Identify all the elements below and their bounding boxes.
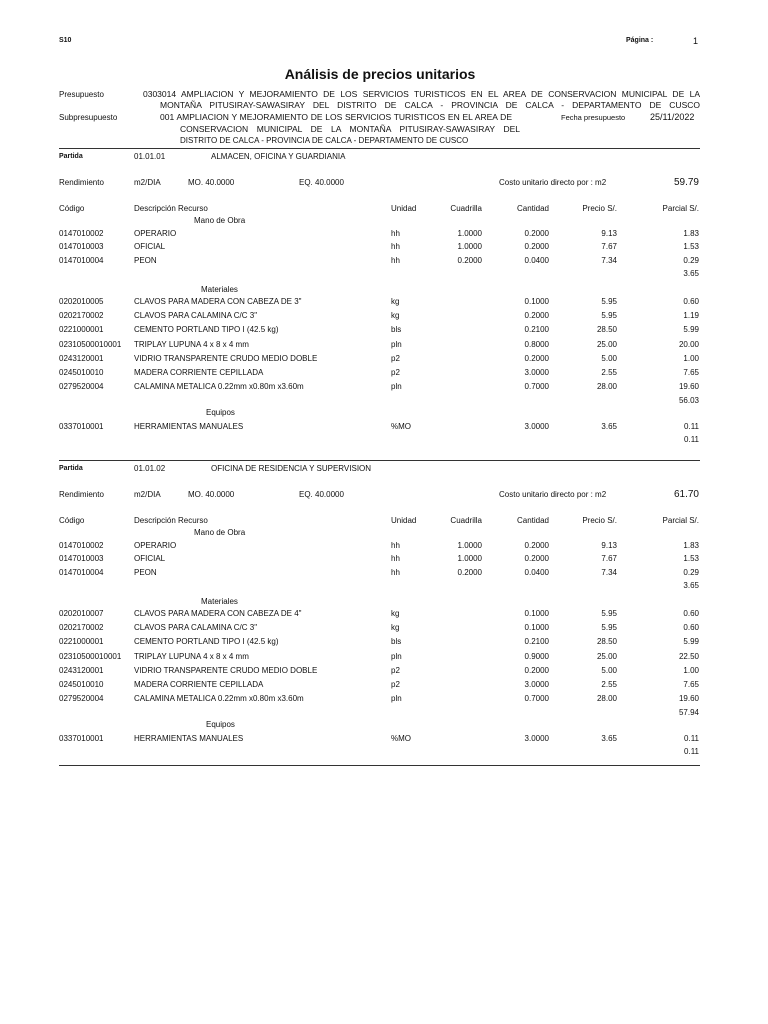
cell-precio: 28.50: [596, 325, 617, 335]
cell-descripcion: CALAMINA METALICA 0.22mm x0.80m x3.60m: [134, 382, 304, 392]
cell-cantidad: 0.2100: [524, 637, 549, 647]
page-label: Página :: [626, 37, 654, 44]
cell-precio: 3.65: [601, 734, 617, 743]
cell-unidad: hh: [391, 242, 400, 252]
cell-cantidad: 0.2000: [524, 541, 549, 550]
fecha-label: Fecha presupuesto: [561, 113, 626, 122]
cell-cantidad: 0.2000: [524, 242, 549, 252]
cell-codigo: 0243120001: [59, 353, 104, 363]
cell-cuadrilla: 1.0000: [457, 541, 482, 550]
cell-codigo: 0147010004: [59, 567, 104, 577]
cell-precio: 5.95: [601, 623, 617, 633]
cell-unidad: hh: [391, 229, 400, 238]
cell-precio: 9.13: [601, 541, 617, 550]
table-row: [0, 297, 768, 309]
cell-parcial: 0.60: [683, 623, 699, 633]
cell-cantidad: 0.2000: [524, 665, 549, 675]
category-materiales: Materiales: [201, 597, 238, 606]
cell-descripcion: CLAVOS PARA CALAMINA C/C 3": [134, 311, 258, 321]
cell-precio: 25.00: [596, 651, 617, 661]
table-row: [0, 666, 768, 678]
cell-codigo: 0279520004: [59, 694, 104, 704]
cell-descripcion: TRIPLAY LUPUNA 4 x 8 x 4 mm: [134, 651, 249, 661]
partida-top-rule: [59, 148, 700, 149]
cell-parcial: 1.83: [683, 541, 699, 550]
cell-parcial: 7.65: [683, 368, 699, 377]
cell-cuadrilla: 1.0000: [457, 554, 482, 564]
costo-unitario-value: 61.70: [673, 489, 699, 500]
cell-parcial: 0.60: [683, 609, 699, 618]
presupuesto-label: Presupuesto: [59, 90, 104, 99]
cell-descripcion: OFICIAL: [134, 554, 166, 564]
subpresupuesto-line-1: 001 AMPLIACION Y MEJORAMIENTO DE LOS SERVICIOS TURISTICOS EN EL AREA DE: [160, 112, 512, 122]
cell-descripcion: VIDRIO TRANSPARENTE CRUDO MEDIO DOBLE: [134, 665, 318, 675]
cell-descripcion: MADERA CORRIENTE CEPILLADA: [134, 680, 264, 689]
page-bottom-rule: [59, 765, 700, 766]
cell-cantidad: 0.2000: [524, 311, 549, 321]
rendimiento-eq: EQ. 40.0000: [299, 178, 344, 187]
cell-precio: 28.00: [596, 382, 617, 392]
cell-precio: 28.50: [596, 637, 617, 647]
page-number: 1: [693, 36, 699, 46]
cell-codigo: 0147010002: [59, 541, 104, 550]
cell-descripcion: PEON: [134, 567, 157, 577]
subtotal-equipos: 0.11: [684, 747, 699, 756]
costo-unitario-value: 59.79: [673, 177, 699, 188]
cell-precio: 3.65: [601, 422, 617, 431]
col-header-parcial: Parcial S/.: [662, 204, 699, 213]
cell-codigo: 0202010007: [59, 609, 104, 618]
cell-precio: 5.00: [601, 665, 617, 675]
table-row: [0, 554, 768, 566]
cell-parcial: 5.99: [683, 325, 699, 335]
col-header-cuadrilla: Cuadrilla: [450, 516, 482, 525]
cell-parcial: 0.60: [683, 297, 699, 306]
category-mano-de-obra: Mano de Obra: [194, 216, 246, 225]
table-row: [0, 568, 768, 580]
subpresupuesto-label: Subpresupuesto: [59, 113, 118, 122]
cell-parcial: 1.00: [683, 665, 699, 675]
fecha-value: 25/11/2022: [650, 112, 695, 122]
cell-unidad: p2: [391, 368, 400, 377]
cell-unidad: kg: [391, 311, 400, 321]
cell-precio: 7.34: [601, 567, 617, 577]
cell-parcial: 1.19: [683, 311, 699, 321]
subtotal-mano-de-obra: 3.65: [683, 581, 699, 591]
cell-parcial: 0.11: [684, 422, 699, 431]
table-row: [0, 609, 768, 621]
cell-codigo: 0245010010: [59, 680, 104, 689]
cell-unidad: hh: [391, 541, 400, 550]
cell-cuadrilla: 1.0000: [457, 229, 482, 238]
subtotal-mano-de-obra: 3.65: [683, 269, 699, 279]
cell-descripcion: HERRAMIENTAS MANUALES: [134, 734, 244, 743]
page-title: Análisis de precios unitarios: [284, 66, 476, 82]
cell-precio: 9.13: [601, 229, 617, 238]
cell-precio: 28.00: [596, 694, 617, 704]
col-header-precio: Precio S/.: [582, 516, 617, 525]
cell-descripcion: CLAVOS PARA MADERA CON CABEZA DE 4": [134, 609, 302, 618]
cell-unidad: p2: [391, 353, 400, 363]
table-row: [0, 637, 768, 649]
cell-codigo: 0221000001: [59, 325, 104, 335]
rendimiento-eq: EQ. 40.0000: [299, 490, 344, 499]
cell-cantidad: 0.0400: [524, 255, 549, 265]
cell-cuadrilla: 0.2000: [457, 567, 482, 577]
cell-cantidad: 3.0000: [524, 422, 549, 431]
cell-precio: 5.95: [601, 311, 617, 321]
col-header-codigo: Código: [59, 516, 85, 525]
partida-name: OFICINA DE RESIDENCIA Y SUPERVISION: [211, 464, 372, 473]
cell-parcial: 5.99: [683, 637, 699, 647]
col-header-cuadrilla: Cuadrilla: [450, 204, 482, 213]
cell-descripcion: CALAMINA METALICA 0.22mm x0.80m x3.60m: [134, 694, 304, 704]
cell-precio: 7.67: [601, 242, 617, 252]
cell-codigo: 0202170002: [59, 311, 104, 321]
cell-codigo: 0337010001: [59, 734, 104, 743]
cell-codigo: 0279520004: [59, 382, 104, 392]
cell-codigo: 0337010001: [59, 422, 104, 431]
subtotal-equipos: 0.11: [684, 435, 699, 444]
rendimiento-mo: MO. 40.0000: [188, 178, 235, 187]
cell-descripcion: PEON: [134, 255, 157, 265]
table-row: [0, 340, 768, 352]
cell-unidad: pln: [391, 339, 402, 349]
cell-unidad: bls: [391, 325, 402, 335]
rendimiento-mo: MO. 40.0000: [188, 490, 235, 499]
cell-parcial: 19.60: [678, 382, 699, 392]
cell-descripcion: CEMENTO PORTLAND TIPO I (42.5 kg): [134, 325, 279, 335]
report-code: S10: [59, 37, 72, 44]
cell-cantidad: 0.7000: [524, 694, 549, 704]
cell-precio: 2.55: [601, 680, 617, 689]
table-row: [0, 680, 768, 692]
cell-unidad: kg: [391, 623, 400, 633]
cell-cantidad: 0.1000: [524, 609, 549, 618]
cell-parcial: 19.60: [678, 694, 699, 704]
cell-cantidad: 3.0000: [524, 368, 549, 377]
category-mano-de-obra: Mano de Obra: [194, 528, 246, 537]
cell-parcial: 1.00: [683, 353, 699, 363]
col-header-parcial: Parcial S/.: [662, 516, 699, 525]
cell-descripcion: VIDRIO TRANSPARENTE CRUDO MEDIO DOBLE: [134, 353, 318, 363]
cell-unidad: pln: [391, 651, 402, 661]
table-row: [0, 354, 768, 366]
cell-cantidad: 0.2000: [524, 554, 549, 564]
cell-unidad: p2: [391, 680, 400, 689]
cell-cantidad: 3.0000: [524, 680, 549, 689]
cell-descripcion: CLAVOS PARA CALAMINA C/C 3": [134, 623, 258, 633]
table-row: [0, 229, 768, 241]
rendimiento-unit: m2/DIA: [134, 490, 161, 499]
cell-descripcion: HERRAMIENTAS MANUALES: [134, 422, 244, 431]
rendimiento-unit: m2/DIA: [134, 178, 161, 187]
rendimiento-label: Rendimiento: [59, 490, 104, 499]
col-header-cantidad: Cantidad: [516, 516, 549, 525]
partida-code: 01.01.01: [134, 152, 166, 161]
cell-descripcion: CEMENTO PORTLAND TIPO I (42.5 kg): [134, 637, 279, 647]
cell-parcial: 0.29: [683, 255, 699, 265]
cell-precio: 2.55: [601, 368, 617, 377]
table-row: [0, 382, 768, 394]
costo-unitario-label: Costo unitario directo por : m2: [499, 178, 607, 187]
subpresupuesto-line-2: CONSERVACION MUNICIPAL DE LA MONTAÑA PITUSIRAY-SAWASIRAY DEL: [180, 124, 520, 134]
cell-cantidad: 0.2000: [524, 353, 549, 363]
category-equipos: Equipos: [206, 408, 235, 417]
subpresupuesto-line-3: DISTRITO DE CALCA - PROVINCIA DE CALCA - DEPARTAMENTO DE CUSCO: [180, 136, 469, 145]
cell-unidad: hh: [391, 554, 400, 564]
cell-codigo: 0243120001: [59, 665, 104, 675]
cell-codigo: 0147010002: [59, 229, 104, 238]
cell-descripcion: CLAVOS PARA MADERA CON CABEZA DE 3": [134, 297, 302, 306]
cell-parcial: 1.83: [683, 229, 699, 238]
cell-cantidad: 0.2000: [524, 229, 549, 238]
cell-cantidad: 0.8000: [524, 339, 549, 349]
cell-codigo: 02310500010001: [59, 339, 122, 349]
partida-top-rule: [59, 460, 700, 461]
table-row: [0, 311, 768, 323]
cell-descripcion: MADERA CORRIENTE CEPILLADA: [134, 368, 264, 377]
cell-codigo: 0147010004: [59, 255, 104, 265]
cell-parcial: 0.29: [683, 567, 699, 577]
cell-cantidad: 0.7000: [524, 382, 549, 392]
cell-parcial: 7.65: [683, 680, 699, 689]
cell-unidad: pln: [391, 694, 402, 704]
col-header-codigo: Código: [59, 204, 85, 213]
col-header-cantidad: Cantidad: [516, 204, 549, 213]
partida-label: Partida: [59, 465, 83, 472]
cell-codigo: 0147010003: [59, 554, 104, 564]
table-row: [0, 623, 768, 635]
table-row: [0, 541, 768, 553]
cell-descripcion: TRIPLAY LUPUNA 4 x 8 x 4 mm: [134, 339, 249, 349]
table-row: [0, 734, 768, 746]
cell-cuadrilla: 1.0000: [457, 242, 482, 252]
cell-unidad: kg: [391, 609, 400, 618]
cell-unidad: bls: [391, 637, 402, 647]
table-row: [0, 368, 768, 380]
table-row: [0, 256, 768, 268]
cell-unidad: hh: [391, 255, 400, 265]
rendimiento-label: Rendimiento: [59, 178, 104, 187]
partida-label: Partida: [59, 153, 83, 160]
cell-codigo: 0221000001: [59, 637, 104, 647]
costo-unitario-label: Costo unitario directo por : m2: [499, 490, 607, 499]
cell-codigo: 02310500010001: [59, 651, 122, 661]
cell-cantidad: 0.2100: [524, 325, 549, 335]
col-header-descripcion: Descripción Recurso: [134, 516, 208, 525]
subtotal-materiales: 56.03: [678, 395, 699, 405]
partida-name: ALMACEN, OFICINA Y GUARDIANIA: [211, 152, 346, 161]
cell-cantidad: 0.1000: [524, 623, 549, 633]
table-row: [0, 652, 768, 664]
cell-parcial: 20.00: [678, 339, 699, 349]
cell-parcial: 1.53: [683, 242, 699, 252]
cell-codigo: 0245010010: [59, 368, 104, 377]
cell-cantidad: 0.9000: [524, 651, 549, 661]
cell-unidad: hh: [391, 567, 400, 577]
cell-precio: 25.00: [596, 339, 617, 349]
presupuesto-line-1: 0303014 AMPLIACION Y MEJORAMIENTO DE LOS SERVICIOS TURISTICOS EN EL AREA DE CONSERVACION MUNICIPAL DE LA: [143, 89, 700, 99]
cell-precio: 5.00: [601, 353, 617, 363]
category-materiales: Materiales: [201, 285, 238, 294]
subtotal-materiales: 57.94: [678, 707, 699, 717]
table-row: [0, 694, 768, 706]
cell-unidad: %MO: [391, 422, 411, 431]
cell-cantidad: 0.0400: [524, 567, 549, 577]
cell-precio: 7.34: [601, 255, 617, 265]
cell-precio: 7.67: [601, 554, 617, 564]
col-header-unidad: Unidad: [391, 204, 417, 213]
cell-cuadrilla: 0.2000: [457, 255, 482, 265]
presupuesto-line-2: MONTAÑA PITUSIRAY-SAWASIRAY DEL DISTRITO DE CALCA - PROVINCIA DE CALCA - DEPARTAMENTO DE CUSCO: [160, 100, 700, 110]
table-row: [0, 325, 768, 337]
cell-parcial: 22.50: [678, 651, 699, 661]
col-header-precio: Precio S/.: [582, 204, 617, 213]
category-equipos: Equipos: [206, 720, 235, 729]
cell-descripcion: OPERARIO: [134, 229, 177, 238]
cell-precio: 5.95: [601, 609, 617, 618]
cell-unidad: pln: [391, 382, 402, 392]
cell-precio: 5.95: [601, 297, 617, 306]
cell-descripcion: OFICIAL: [134, 242, 166, 252]
cell-unidad: %MO: [391, 734, 411, 743]
cell-codigo: 0202010005: [59, 297, 104, 306]
cell-descripcion: OPERARIO: [134, 541, 177, 550]
table-row: [0, 422, 768, 434]
cell-cantidad: 0.1000: [524, 297, 549, 306]
cell-codigo: 0202170002: [59, 623, 104, 633]
col-header-descripcion: Descripción Recurso: [134, 204, 208, 213]
table-row: [0, 242, 768, 254]
cell-parcial: 0.11: [684, 734, 699, 743]
cell-unidad: kg: [391, 297, 400, 306]
cell-parcial: 1.53: [683, 554, 699, 564]
col-header-unidad: Unidad: [391, 516, 417, 525]
cell-unidad: p2: [391, 665, 400, 675]
cell-cantidad: 3.0000: [524, 734, 549, 743]
partida-code: 01.01.02: [134, 464, 166, 473]
cell-codigo: 0147010003: [59, 242, 104, 252]
